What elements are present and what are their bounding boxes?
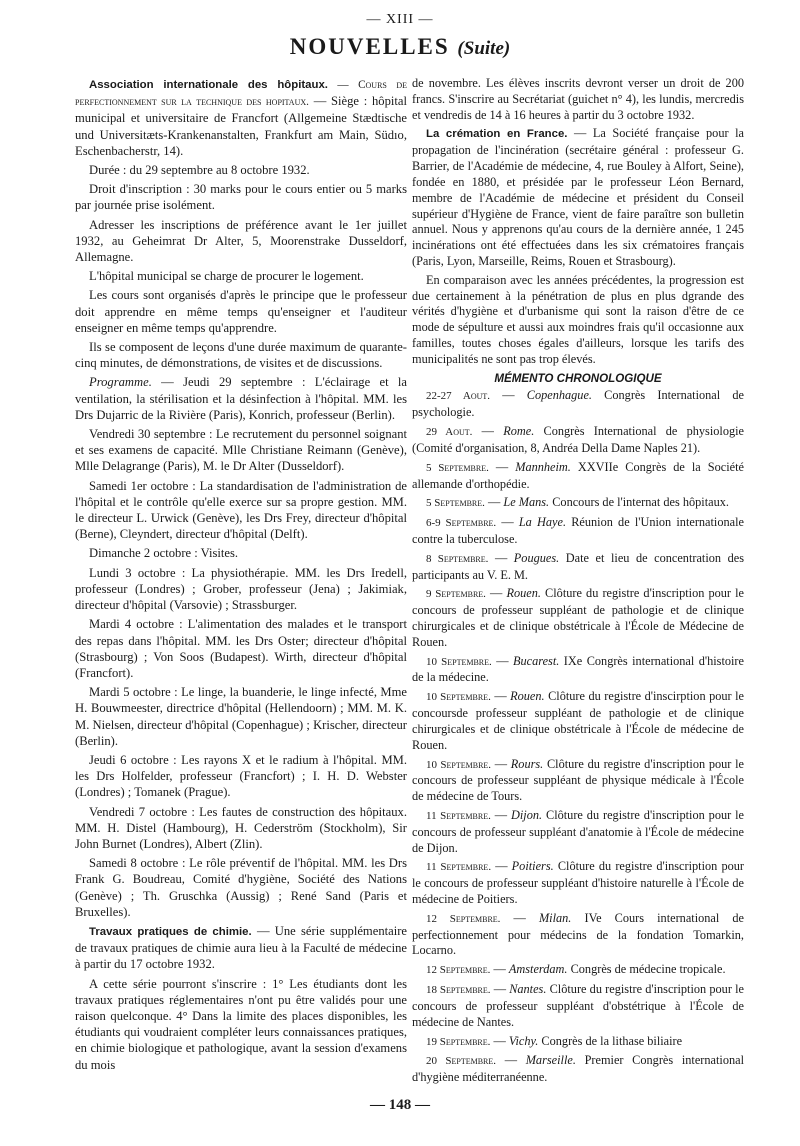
memento-entry (412, 689, 744, 753)
memento-place: Bucarest. (513, 653, 560, 668)
memento-text: Réunion de l'Union internationale contre la tuberculose. (412, 515, 744, 546)
memento-separator: — (488, 459, 516, 474)
memento-text: IVe Cours international de perfectionnement pour médecins de la fondation Tomarkin, Locarno. (412, 910, 744, 958)
memento-text: Clôture du registre d'inscription pour le concours de professeur suppléant d'histoire naturelle à l'École de médecine de Poitiers. (412, 859, 744, 906)
memento-place: Amsterdam. (508, 962, 568, 977)
cours-paragraph: Les cours sont organisés d'après le principe que le professeur doit apprendre en même temps qu'enseigner et l'auditeur enseigner en même temps qu'apprendre. (75, 288, 407, 335)
memento-date: 18 Septembre. (426, 984, 491, 997)
memento-text: Concours de l'internat des hôpitaux. (549, 495, 729, 510)
memento-date: 10 Septembre. (426, 758, 492, 771)
memento-text: Congrès de la lithase biliaire (538, 1033, 683, 1048)
memento-text: XXVIIe Congrès de la Société allemande d'orthopédie. (412, 459, 744, 491)
memento-entry (412, 654, 744, 687)
samedi-1-paragraph: Samedi 1er octobre : La standardisation de l'administration de l'hôpital et le contrôle qu'elle exerce sur sa propre gestion. MM. le directeur L. Urwick (Genève), les Drs Frey, directeur d'hôpital (Berne), Cleyndert, directeur d'hôpital (Delft). (75, 478, 407, 542)
memento-text: Congrès International de psychologie. (412, 388, 744, 420)
memento-separator: — (490, 807, 511, 822)
memento-text: Congrès International de physiologie (Comité d'organisation, 8, Andréa Della Dame Naples 21). (412, 424, 744, 455)
memento-separator: — (485, 586, 507, 601)
roman-page-number: — XIII — (366, 12, 434, 27)
droit-paragraph: Droit d'inscription : 30 marks pour le cours entier ou 5 marks par journée prise isolément. (75, 182, 407, 213)
memento-separator: — (491, 756, 511, 771)
memento-date: 5 Septembre. (426, 497, 485, 510)
continuation-paragraph: de novembre. Les élèves inscrits devront verser un droit de 200 francs. S'inscrire au Secrétariat (guichet n° 4), les lundis, mercredis et vendredis de 14 à 16 heures à partir du 3 octobre 1932. (412, 76, 744, 122)
memento-text: IXe Congrès international d'histoire de la médecine. (412, 653, 744, 685)
memento-place: Dijon. (510, 807, 543, 822)
memento-separator: — (496, 515, 519, 530)
memento-entry (412, 982, 744, 1030)
memento-separator: — (490, 1033, 509, 1048)
memento-place: La Haye. (518, 515, 567, 530)
memento-date: 9 Septembre. (426, 588, 486, 601)
memento-entry (412, 424, 744, 457)
memento-entry (412, 388, 744, 421)
dimanche-2-paragraph: Dimanche 2 octobre : Visites. (89, 546, 239, 561)
cremation-text: — La Société française pour la propagation de l'incinération (secrétaire général : professeur G. Barrier, de l'Académie de médecine, 4, rue Bouley à Alfort, Seine), fondée en 1880, et présidée par le professeur Léon Bernard, membre de l'Académie de médecine et président du Conseil supérieur d'Hygiène de France, vient de faire paraître son bulletin annuel. Nous y apprenons qu'au cours de la dernière année, 1 245 incinérations ont été effectuées dans les six crématoires français (Paris, Lyon, Marseille, Reims, Rouen et Strasbourg). (412, 126, 744, 268)
memento-separator: — (496, 1053, 526, 1068)
memento-separator: — (491, 859, 512, 874)
memento-separator: — (472, 424, 504, 439)
memento-separator: — (484, 495, 504, 510)
memento-separator: — (488, 550, 514, 565)
travaux-text: — Une série supplémentaire de travaux pratiques de chimie aura lieu à la Faculté de médecine à partir du 17 octobre 1932. (75, 923, 407, 972)
vendredi-7-paragraph: Vendredi 7 octobre : Les fautes de construction des hôpitaux. MM. H. Distel (Hambourg), H. Cederström (Stockholm), Sir John Burnet (Londres), Albert (Zlin). (75, 804, 407, 851)
memento-separator: — (490, 982, 510, 997)
title-suffix: (Suite) (457, 38, 511, 59)
memento-date: 20 Septembre. (426, 1055, 497, 1068)
memento-separator: — (490, 689, 511, 704)
hopital-paragraph: L'hôpital municipal se charge de procurer le logement. (89, 269, 364, 284)
memento-text: Congrès de médecine tropicale. (567, 962, 726, 977)
jeudi-6-paragraph: Jeudi 6 octobre : Les rayons X et le radium à l'hôpital. MM. les Drs Holfelder, professeur (Francfort) ; I. H. D. Webster (Londres) ; Tomanek (Prague). (75, 752, 407, 800)
lundi-3-paragraph: Lundi 3 octobre : La physiothérapie. MM. les Drs Iredell, professeur (Londres) ; Grober, professeur (Jena) ; Jakimiak, directeur d'hôpital (Varsovie) ; Strassburger. (75, 565, 407, 613)
serie-paragraph: A cette série pourront s'inscrire : 1° Les étudiants dont les travaux pratiques réglementaires n'ont pu être validés pour une raison quelconque. 4° Dans la limite des places disponibles, les étudiants qui voudraient compléter leurs connaissances pratiques, en chimie biologique et pathologique, avant la session d'examens du mois (75, 976, 407, 1072)
comparaison-paragraph: En comparaison avec les années précédentes, la progression est due certainement à la pénétration de plus en plus dgrande des vérités d'hygiène et d'urbanisme qui sont la raison d'être de ce mode de sépulture et aussi aux moindres frais qu'il occasionne aux familles, toutes choses égales d'ailleurs, lorsque les tarifs des municipalités ne sont pas trop élevés. (412, 272, 744, 366)
memento-date: 11 Septembre. (426, 809, 491, 822)
memento-date: 5 Septembre. (426, 461, 489, 474)
mardi-5-paragraph: Mardi 5 octobre : Le linge, la buanderie, le linge infecté, Mme H. Bouwmeester, directrice d'hôpital (Hellendoorn) ; MM. M. K. M. Nielsen, directeur d'hôpital (Copenhague) ; Krischer, directeur (Berlin). (75, 685, 407, 748)
memento-date: 19 Septembre. (426, 1035, 491, 1048)
right-column (412, 76, 744, 1089)
memento-entry (412, 1053, 744, 1086)
memento-entry (412, 1034, 744, 1051)
assoc-heading: Association internationale des hôpitaux. (89, 79, 328, 91)
memento-entry (412, 962, 744, 979)
memento-date: 10 Septembre. (426, 691, 491, 704)
programme-paragraph (75, 374, 407, 423)
memento-place: Marseille. (525, 1053, 576, 1068)
assoc-text: — Siège : hôpital municipal et universitaire de Francfort (Allgemeine Stædtische und Universitæts-Krankenanstalten, Frankfurt am Main, Südıo, Eschenbacherstr, 14). (75, 94, 407, 158)
memento-separator: — (491, 653, 513, 668)
assoc-paragraph (75, 76, 407, 159)
memento-place: Nantes. (509, 982, 547, 997)
memento-date: 22-27 Aout. (426, 390, 491, 403)
memento-list (412, 388, 744, 1086)
mardi-4-paragraph: Mardi 4 octobre : L'alimentation des malades et le transport des repas dans l'hôpital. MM. les Drs Oster; directeur d'hôpital (Strasbourg) ; Von Soos (Budapest). Wirth, directeur d'hôpital (Francfort). (75, 617, 407, 680)
memento-entry (412, 495, 744, 512)
memento-separator: — (490, 962, 509, 977)
memento-text: Clôture du registre d'inscription pour le concours de professeur suppléant d'anatomie à l'École de médecine de Dijon. (412, 807, 744, 855)
travaux-paragraph (75, 923, 407, 973)
memento-place: Milan. (538, 910, 572, 925)
memento-entry (412, 515, 744, 548)
memento-place: Vichy. (508, 1033, 539, 1048)
memento-date: 8 Septembre. (426, 552, 489, 565)
memento-date: 12 Septembre. (426, 912, 501, 925)
memento-date: 29 Aout. (426, 426, 473, 439)
memento-place: Copenhague. (526, 388, 592, 403)
memento-text: Clôture du registre d'inscription pour le concours de professeur suppléant de physique médicale à l'École de médecine de Tours. (412, 756, 744, 804)
memento-place: Rours. (510, 756, 544, 771)
memento-entry (412, 551, 744, 584)
memento-entry (412, 460, 744, 493)
memento-separator: — (490, 388, 527, 403)
memento-entry (412, 808, 744, 856)
memento-text: Clôture du registre d'inscription pour le concours de professeur suppléant d'obstétrique à l'École de médecine de Nantes. (412, 982, 744, 1029)
page-title (0, 34, 800, 60)
memento-text: Clôture du registre d'inscirption pour le concoursde professeur suppléant de pathologie et de clinique chirurgicales et de clinique obstétricale à l'École de médecine de Rouen. (412, 689, 744, 752)
vendredi-30-paragraph: Vendredi 30 septembre : Le recrutement du personnel soignant et ses examens de capacité. Mlle Christiane Reimann (Genève), Mlle Delagrange (Paris), M. le Dr Alter (Dusseldorf). (75, 427, 407, 474)
memento-date: 10 Septembre. (426, 655, 492, 668)
memento-place: Rome. (503, 424, 535, 439)
memento-entry (412, 757, 744, 805)
page-number: — 148 — (370, 1097, 430, 1113)
memento-text: Date et lieu de concentration des participants au V. E. M. (412, 550, 744, 582)
memento-entry (412, 586, 744, 650)
memento-place: Rouen. (506, 586, 541, 601)
cremation-heading: La crémation en France. (426, 128, 568, 141)
samedi-8-paragraph: Samedi 8 octobre : Le rôle préventif de l'hôpital. MM. les Drs Frank G. Boudreau, Comité d'hygiène, Société des Nations (Genève) ; Th. Gruschka (Aussig) ; René Sand (Paris et Bruxelles). (75, 856, 407, 919)
programme-label: Programme. (89, 375, 152, 390)
adresser-paragraph: Adresser les inscriptions de préférence avant le 1er juillet 1932, au Geheimrat Dr Alter, 5, Moorenstrake Dusseldorf, Allemagne. (75, 217, 407, 265)
memento-date: 6-9 Septembre. (426, 517, 497, 530)
memento-place: Poitiers. (511, 859, 554, 874)
memento-place: Rouen. (510, 689, 545, 704)
memento-entry (412, 859, 744, 907)
memento-text: Clôture du registre d'inscription pour le concours de professeur suppléant de pathologie et de clinique chirurgicales et de clinique obstétricale à l'École de Médecine de Rouen. (412, 586, 744, 649)
travaux-heading: Travaux pratiques de chimie. (89, 925, 252, 938)
assoc-subheading: — Cours de perfectionnement sur la technique des hopitaux. (75, 79, 407, 109)
memento-date: 11 Septembre. (426, 861, 492, 874)
title-main: NOUVELLES (289, 34, 450, 59)
memento-title: MÉMENTO CHRONOLOGIQUE (494, 371, 662, 385)
duree-paragraph: Durée : du 29 septembre au 8 octobre 1932. (89, 163, 310, 178)
lecons-paragraph: Ils se composent de leçons d'une durée maximum de quarante-cinq minutes, de démonstrations, de visites et de discussions. (75, 340, 407, 371)
memento-separator: — (500, 910, 539, 925)
memento-place: Le Mans. (503, 495, 550, 510)
left-column (75, 76, 407, 1076)
memento-text: Premier Congrès international d'hygiène méditerranéenne. (412, 1053, 744, 1085)
programme-text: — Jeudi 29 septembre : L'éclairage et la ventilation, la stérilisation et la désinfection à l'hôpital. MM. les Drs Dujarric de la Rivière (Paris), Konrich, professeur (Berlin). (75, 375, 407, 422)
memento-date: 12 Septembre. (426, 964, 491, 977)
memento-place: Pougues. (513, 550, 560, 565)
cremation-paragraph (412, 126, 744, 269)
memento-place: Mannheim. (515, 459, 571, 474)
memento-entry (412, 911, 744, 959)
